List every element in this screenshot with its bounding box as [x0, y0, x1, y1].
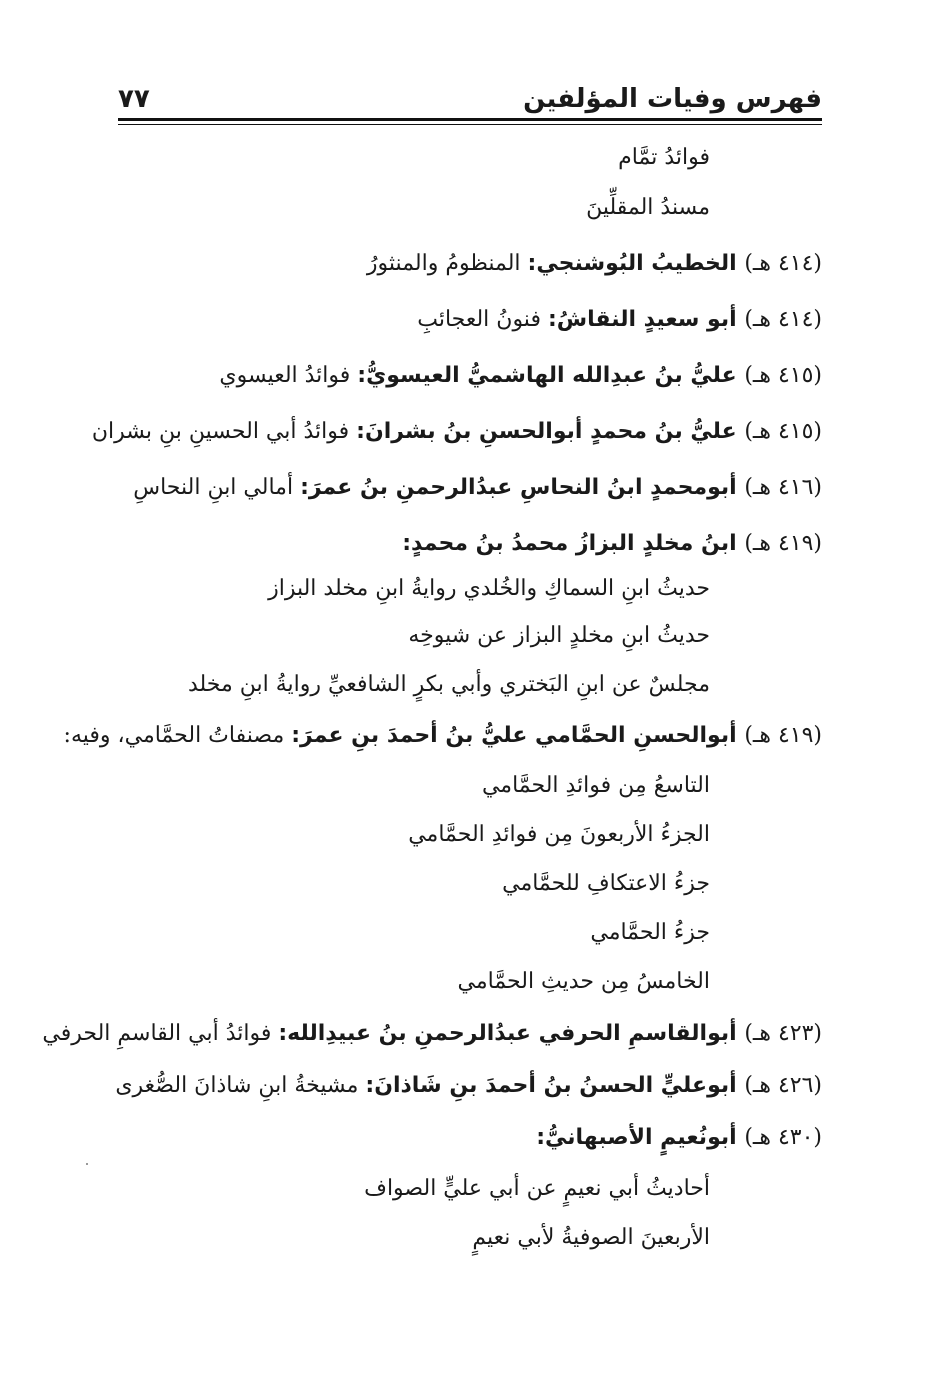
entry-author: أبوالحسنِ الحمَّامي عليُّ بنُ أحمدَ بنِ عمرَ: [291, 723, 745, 748]
entry-year: (٤٣٠ هـ) [744, 1125, 822, 1150]
work-title: حديثُ ابنِ مخلدٍ البزاز عن شيوخِه [408, 623, 710, 648]
work-title: مسندُ المقلِّينَ [586, 195, 710, 220]
work-title: أحاديثُ أبي نعيمٍ عن أبي عليٍّ الصواف [364, 1176, 710, 1201]
work-title: الخامسُ مِن حديثِ الحمَّامي [457, 969, 710, 994]
entry-author: أبوعليٍّ الحسنُ بنُ أحمدَ بنِ شَاذانَ: [365, 1073, 745, 1098]
entry-work: فوائدُ أبي الحسينِ بنِ بشران [91, 419, 357, 444]
entry-author: عليُّ بنُ محمدٍ أبوالحسنِ بنُ بشرانَ: [356, 419, 745, 444]
author-entry [42, 1012, 822, 1056]
author-entry [92, 410, 822, 454]
author-entry [367, 242, 822, 286]
page-number: ٧٧ [118, 84, 150, 114]
entry-work: مصنفاتُ الحمَّامي، وفيه: [63, 723, 292, 748]
entry-author: أبو سعيدٍ النقاشُ: [547, 307, 745, 332]
entry-work: المنظومُ والمنثورُ [366, 251, 528, 276]
index-entries [42, 136, 822, 1266]
entry-year: (٤١٩ هـ) [744, 531, 822, 556]
work-title: الجزءُ الأربعونَ مِن فوائدِ الحمَّامي [408, 822, 710, 847]
author-entry [536, 1116, 822, 1160]
author-entry [417, 298, 822, 342]
entry-year: (٤١٤ هـ) [744, 307, 822, 332]
entry-year: (٤١٦ هـ) [744, 475, 822, 500]
entry-year: (٤٢٦ هـ) [744, 1073, 822, 1098]
entry-year: (٤١٥ هـ) [744, 363, 822, 388]
entry-author: أبومحمدٍ ابنُ النحاسِ عبدُالرحمنِ بنُ عمرَ: [300, 475, 745, 500]
entry-year: (٤١٥ هـ) [744, 419, 822, 444]
work-title: مجلسٌ عن ابنِ البَختري وأبي بكرٍ الشافعيِّ روايةُ ابنِ مخلد [187, 672, 710, 697]
entry-author: أبونُعيمٍ الأصبهانيُّ: [536, 1125, 745, 1150]
entry-author: ابنُ مخلدٍ البزازُ محمدُ بنُ محمدٍ: [402, 531, 745, 556]
page-header [118, 82, 822, 116]
running-title: فهرس وفيات المؤلفين [523, 84, 822, 114]
entry-year: (٤١٩ هـ) [744, 723, 822, 748]
work-title: فوائدُ تمَّام [618, 145, 710, 170]
scan-speck [86, 1163, 88, 1165]
author-entry [64, 714, 822, 758]
entry-work: فنونُ العجائبِ [417, 307, 548, 332]
work-title: جزءُ الاعتكافِ للحمَّامي [502, 871, 710, 896]
entry-author: الخطيبُ البُوشنجي: [527, 251, 745, 276]
work-title: جزءُ الحمَّامي [590, 920, 710, 945]
author-entry [133, 466, 822, 510]
entry-year: (٤١٤ هـ) [744, 251, 822, 276]
author-entry [219, 354, 822, 398]
header-rule-thick [118, 118, 822, 121]
entry-work: فوائدُ أبي القاسمِ الحرفي [42, 1021, 279, 1046]
entry-work: مشيخةُ ابنِ شاذانَ الصُّغرى [115, 1073, 366, 1098]
entry-year: (٤٢٣ هـ) [744, 1021, 822, 1046]
work-title: حديثُ ابنِ السماكِ والخُلدي روايةُ ابنِ مخلد البزاز [268, 576, 710, 601]
entry-author: عليُّ بنُ عبدِالله الهاشميُّ العيسويُّ: [357, 363, 745, 388]
author-entry [115, 1064, 822, 1108]
entry-work: أمالي ابنِ النحاسِ [133, 475, 301, 500]
header-rule-thin [118, 124, 822, 125]
entry-work: فوائدُ العيسوي [219, 363, 358, 388]
entry-author: أبوالقاسمِ الحرفي عبدُالرحمنِ بنُ عبيدِالله: [278, 1021, 745, 1046]
work-title: التاسعُ مِن فوائدِ الحمَّامي [481, 773, 710, 798]
author-entry [402, 522, 822, 566]
work-title: الأربعينَ الصوفيةُ لأبي نعيمٍ [472, 1225, 710, 1250]
